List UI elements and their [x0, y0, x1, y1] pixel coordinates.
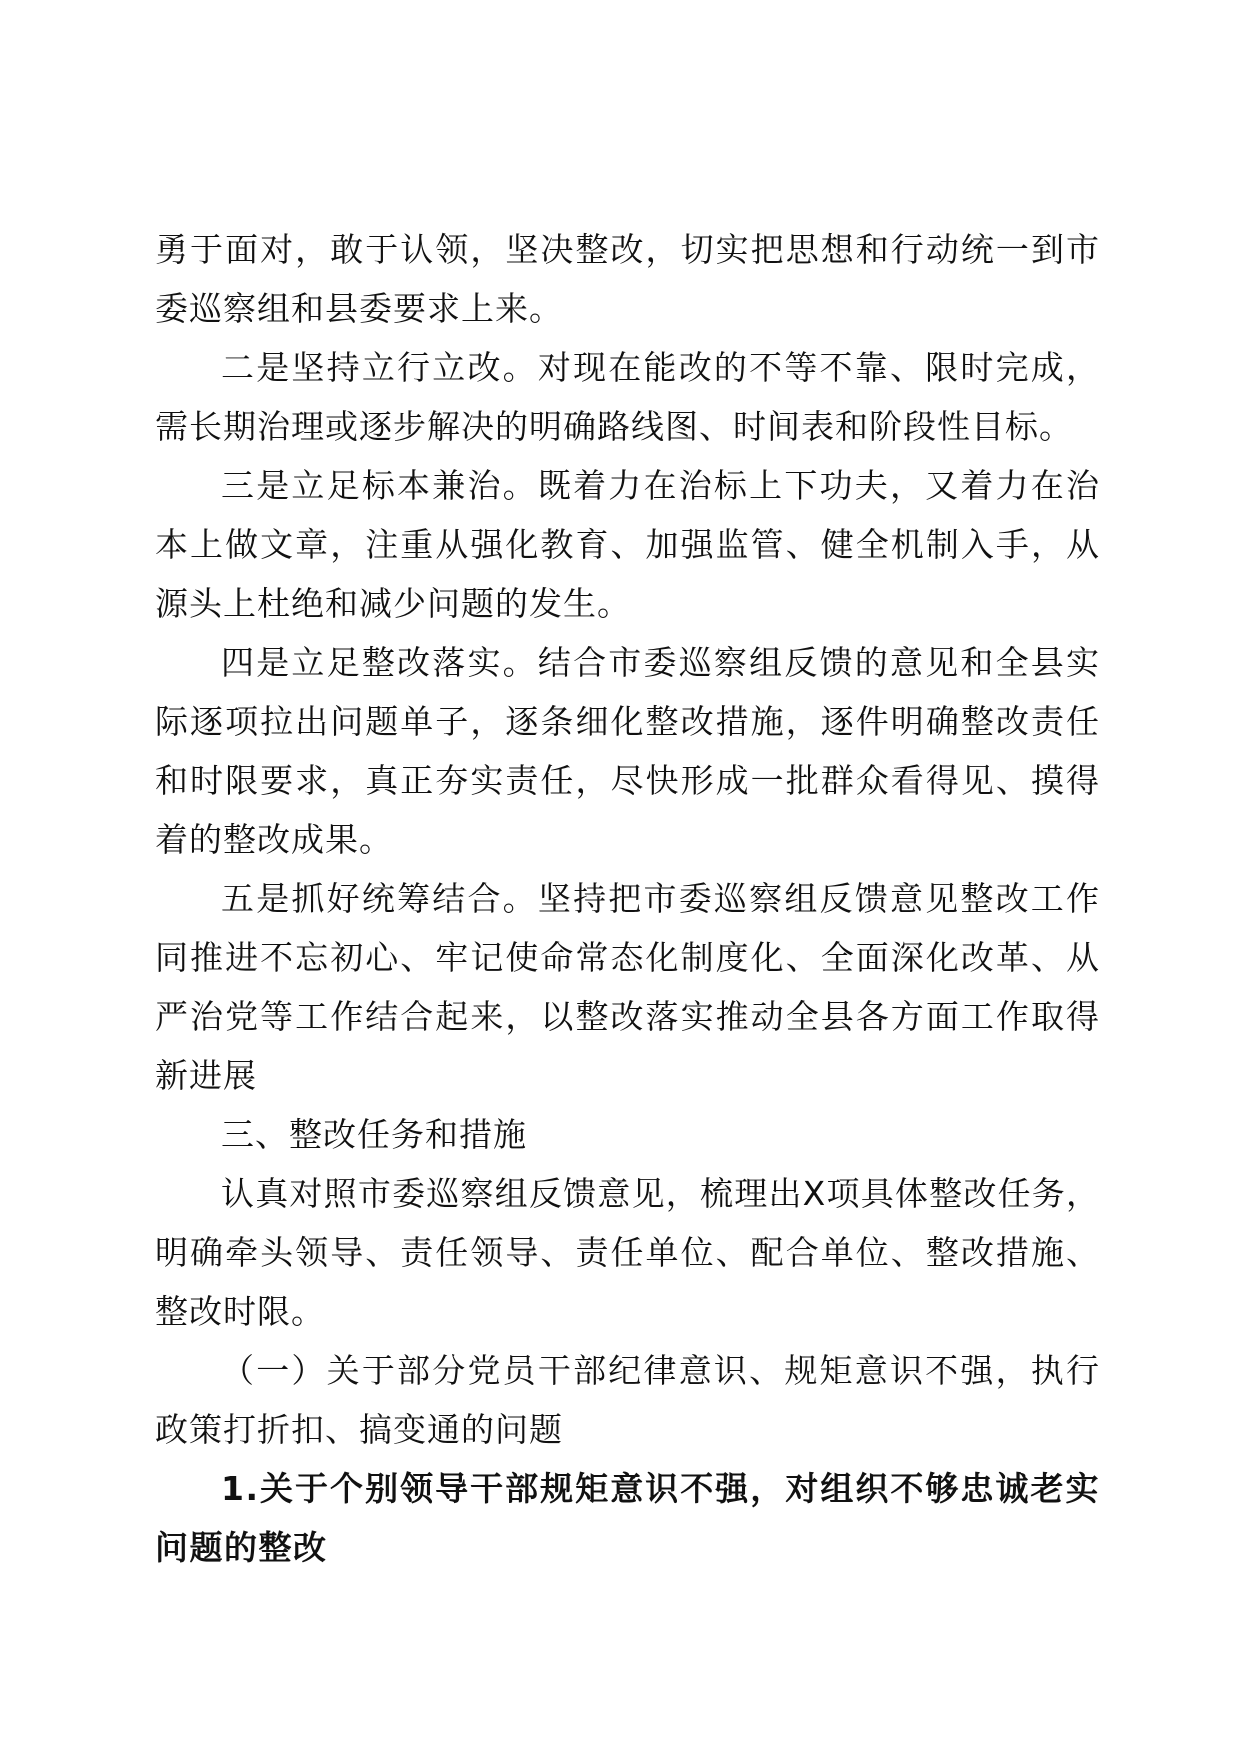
subsection-heading-one: （一）关于部分党员干部纪律意识、规矩意识不强，执行政策打折扣、搞变通的问题: [155, 1351, 1100, 1449]
document-body: [155, 220, 1100, 1577]
section-heading-tasks: 三、整改任务和措施: [221, 1115, 527, 1154]
paragraph-point-four: 四是立足整改落实。结合市委巡察组反馈的意见和全县实际逐项拉出问题单子，逐条细化整改措施，逐件明确整改责任和时限要求，真正夯实责任，尽快形成一批群众看得见、摸得着的整改成果。: [155, 643, 1100, 859]
paragraph-point-five: 五是抓好统筹结合。坚持把市委巡察组反馈意见整改工作同推进不忘初心、牢记使命常态化制度化、全面深化改革、从严治党等工作结合起来，以整改落实推动全县各方面工作取得新进展: [155, 879, 1100, 1095]
paragraph-point-three: 三是立足标本兼治。既着力在治标上下功夫，又着力在治本上做文章，注重从强化教育、加强监管、健全机制入手，从源头上杜绝和减少问题的发生。: [155, 466, 1100, 623]
paragraph-point-two: 二是坚持立行立改。对现在能改的不等不靠、限时完成，需长期治理或逐步解决的明确路线图、时间表和阶段性目标。: [155, 348, 1100, 446]
item-heading-one: 1.关于个别领导干部规矩意识不强，对组织不够忠诚老实问题的整改: [155, 1469, 1100, 1567]
paragraph-tasks-intro: 认真对照市委巡察组反馈意见，梳理出X项具体整改任务，明确牵头领导、责任领导、责任单位、配合单位、整改措施、整改时限。: [155, 1174, 1100, 1331]
paragraph-continuation: 勇于面对，敢于认领，坚决整改，切实把思想和行动统一到市委巡察组和县委要求上来。: [155, 230, 1100, 328]
